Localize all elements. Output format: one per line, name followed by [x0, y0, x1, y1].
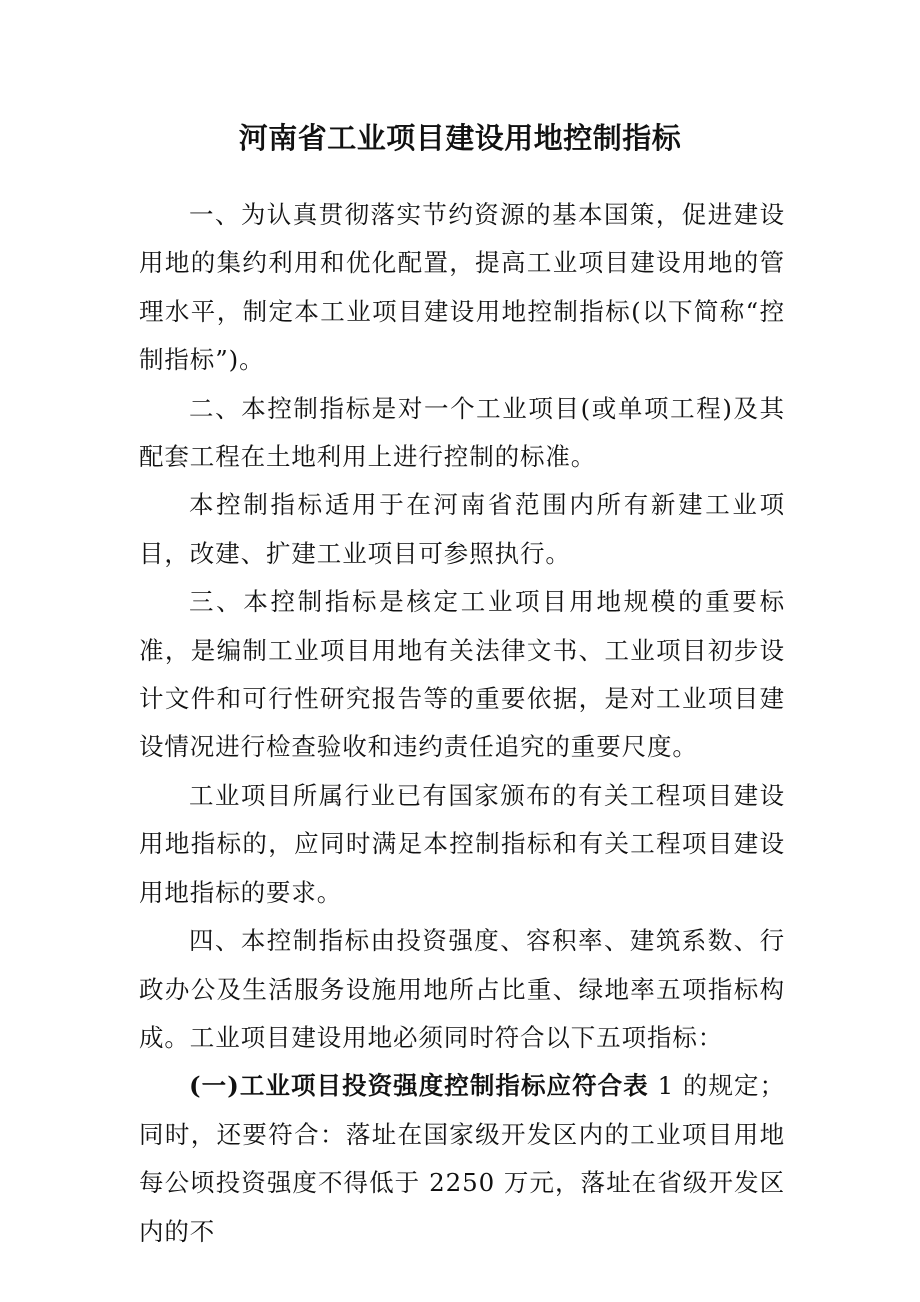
paragraph-3: 本控制指标适用于在河南省范围内所有新建工业项目，改建、扩建工业项目可参照执行。 [139, 490, 785, 568]
paragraph-1: 一、为认真贯彻落实节约资源的基本国策，促进建设用地的集约利用和优化配置，提高工业项目建设用地的管理水平，制定本工业项目建设用地控制指标(以下简称“控制指标”)。 [139, 200, 785, 375]
document-body [139, 191, 785, 1256]
paragraph-7-bold-lead: (一)工业项目投资强度控制指标应符合表 [189, 1071, 649, 1101]
paragraph-6: 四、本控制指标由投资强度、容积率、建筑系数、行政办公及生活服务设施用地所占比重、绿地率五项指标构成。工业项目建设用地必须同时符合以下五项指标： [139, 926, 785, 1052]
document-title: 河南省工业项目建设用地控制指标 [238, 121, 682, 155]
paragraph-7-text: 1 的规定；同时，还要符合：落址在国家级开发区内的工业项目用地每公顷投资强度不得低于 2250 万元，落址在省级开发区内的不 [139, 1071, 785, 1246]
paragraph-5: 工业项目所属行业已有国家颁布的有关工程项目建设用地指标的，应同时满足本控制指标和有关工程项目建设用地指标的要求。 [139, 780, 785, 907]
paragraph-7 [139, 1062, 785, 1256]
paragraph-2: 二、本控制指标是对一个工业项目(或单项工程)及其配套工程在土地利用上进行控制的标准。 [139, 393, 785, 472]
paragraph-4: 三、本控制指标是核定工业项目用地规模的重要标准，是编制工业项目用地有关法律文书、工业项目初步设计文件和可行性研究报告等的重要依据，是对工业项目建设情况进行检查验收和违约责任追究的重要尺度。 [139, 587, 785, 762]
